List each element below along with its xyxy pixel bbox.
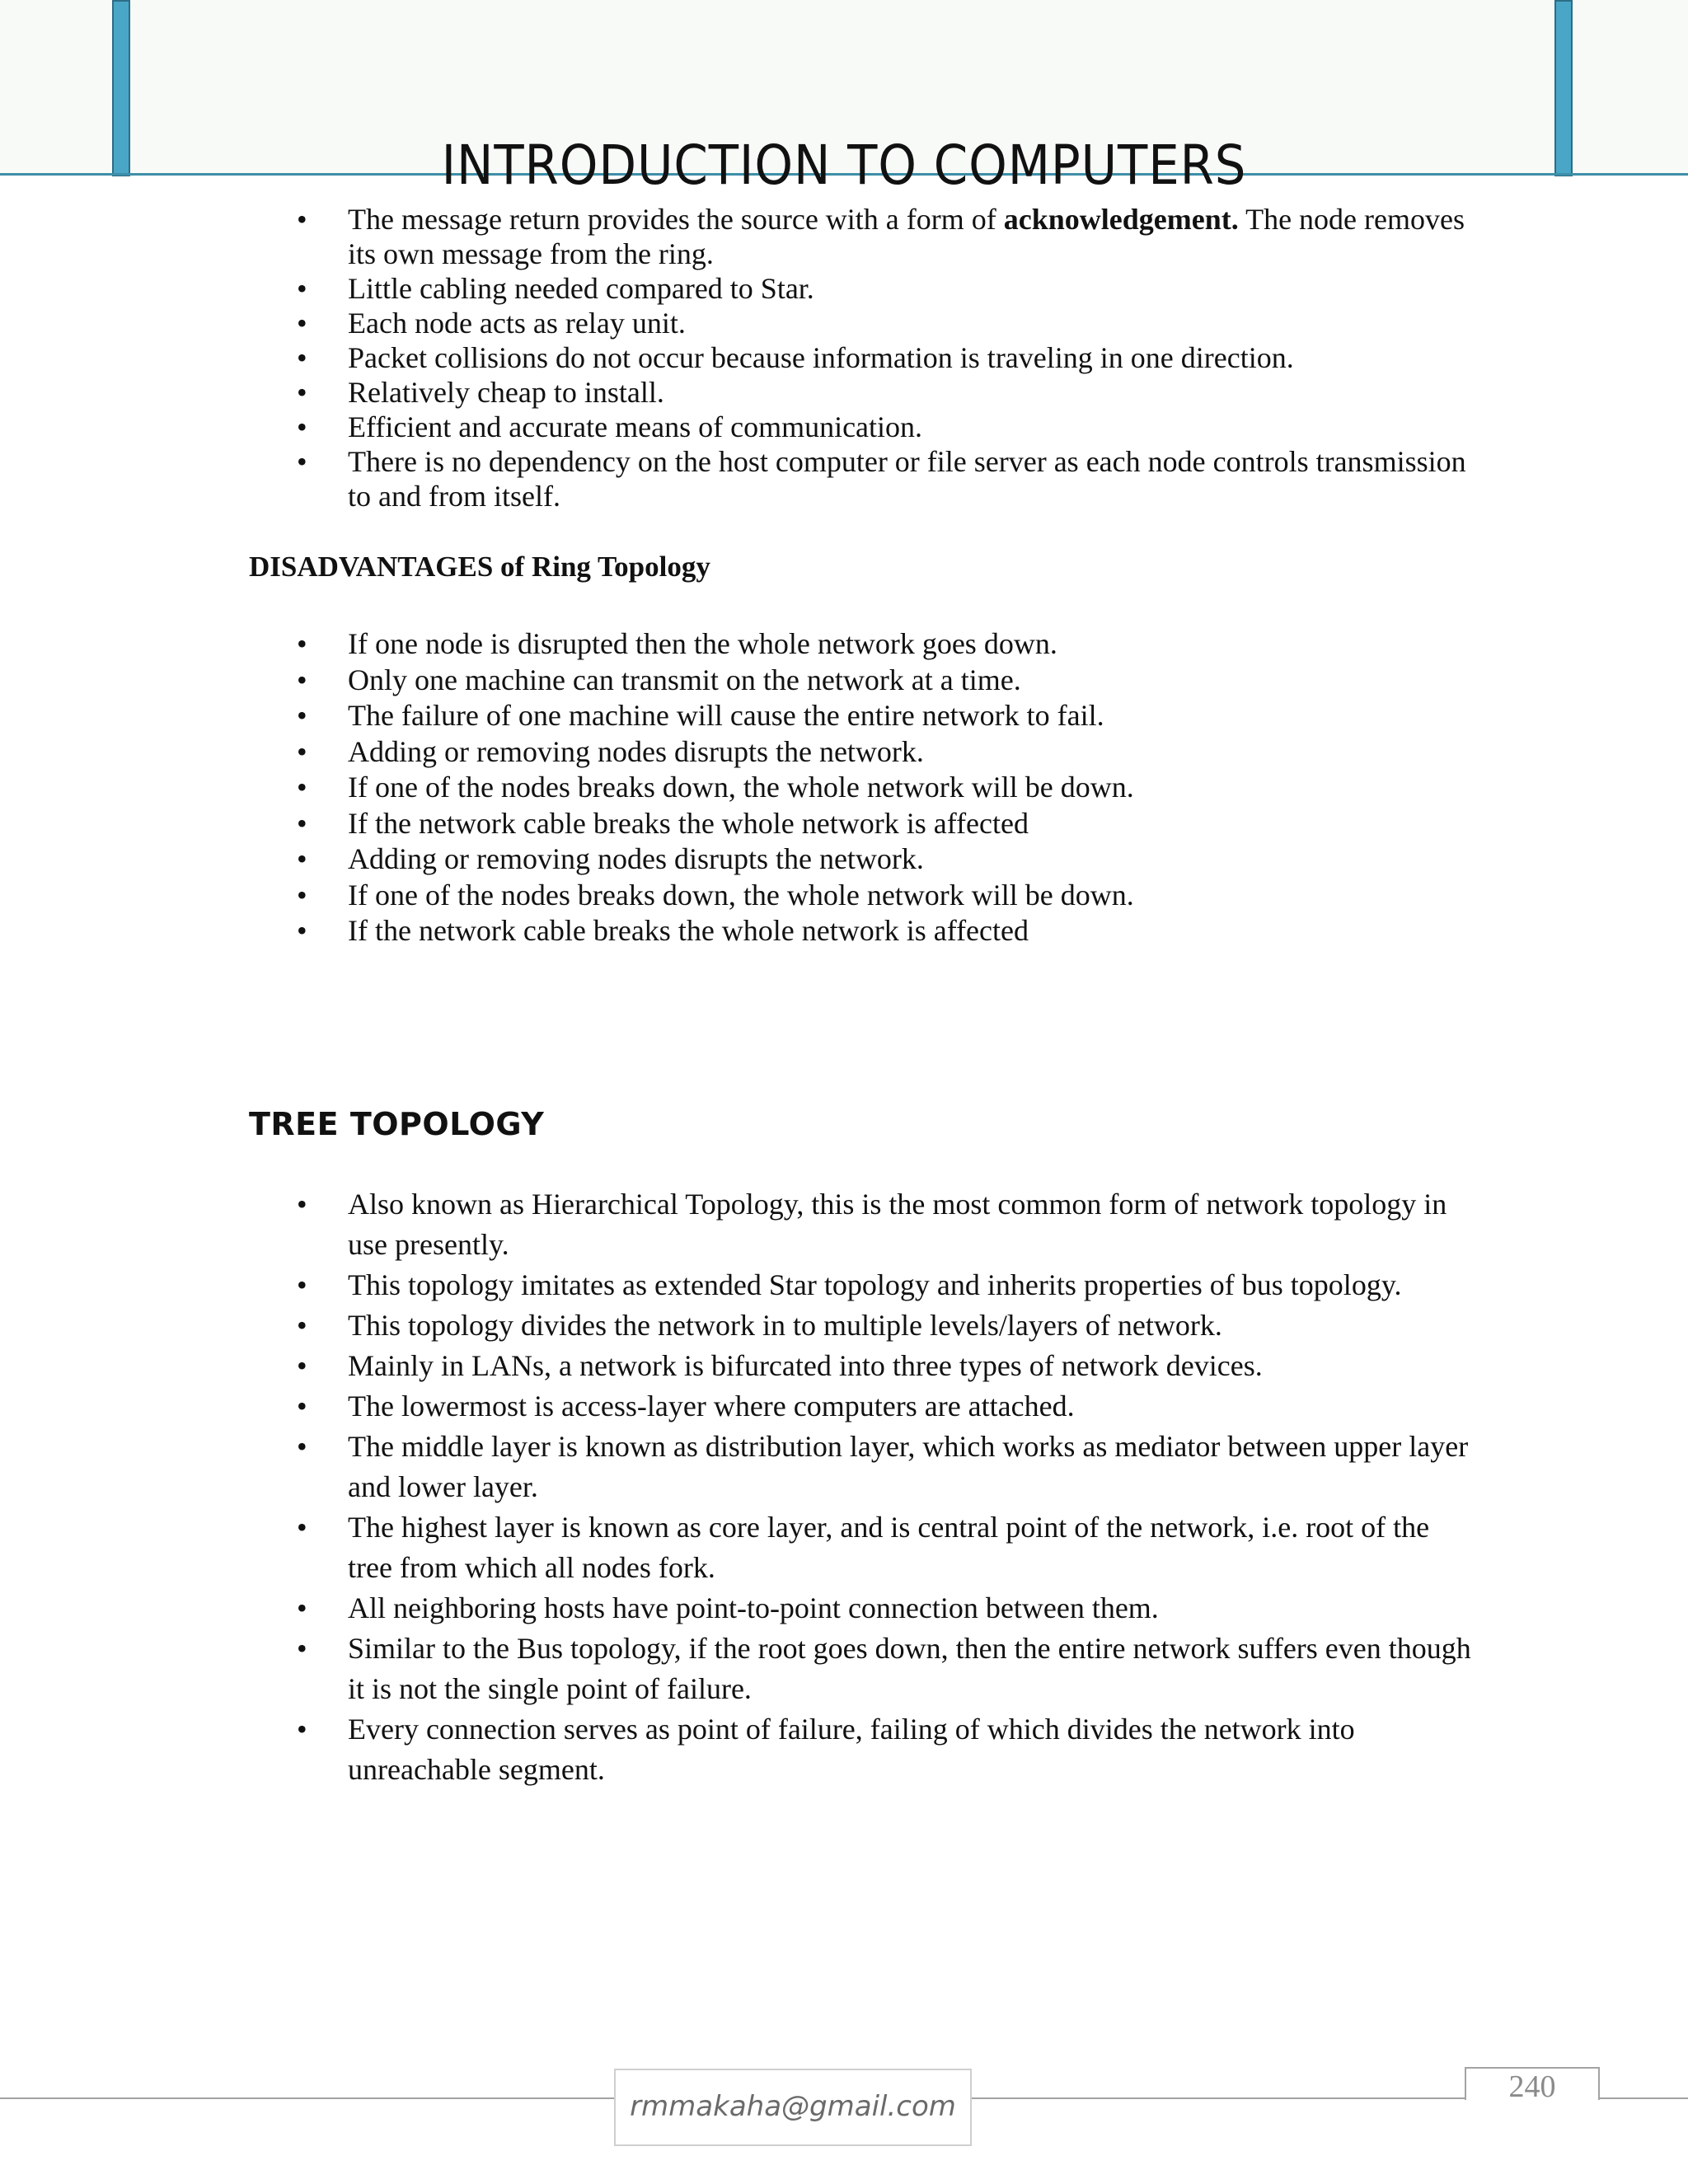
- list-item: [249, 1386, 1477, 1427]
- list-item: [249, 663, 1469, 699]
- footer-rule-right: [1600, 2097, 1688, 2099]
- bullet-icon: •: [297, 410, 307, 443]
- list-item-text: Packet collisions do not occur because information is traveling in one direction.: [348, 341, 1294, 374]
- footer-rule-middle: [972, 2097, 1465, 2099]
- list-item: [249, 770, 1469, 806]
- ring-disadvantages-list: [249, 626, 1469, 949]
- list-item: [249, 1629, 1477, 1709]
- list-item-text: If the network cable breaks the whole network is affected: [348, 914, 1029, 947]
- list-item: [249, 878, 1469, 914]
- bullet-icon: •: [297, 376, 307, 409]
- list-item-text: Also known as Hierarchical Topology, this is the most common form of network topology in use presently.: [348, 1188, 1447, 1261]
- list-item-text: Little cabling needed compared to Star.: [348, 272, 814, 305]
- list-item-text: The failure of one machine will cause the entire network to fail.: [348, 699, 1104, 732]
- bullet-icon: •: [297, 307, 307, 340]
- list-item: [249, 698, 1469, 734]
- page-title: INTRODUCTION TO COMPUTERS: [441, 134, 1247, 198]
- list-item-text: If the network cable breaks the whole network is affected: [348, 806, 1029, 840]
- list-item-text: Every connection serves as point of failure, failing of which divides the network into unreachable segment.: [348, 1713, 1355, 1786]
- list-item-text: The middle layer is known as distribution layer, which works as mediator between upper layer and lower layer.: [348, 1430, 1469, 1503]
- bullet-icon: •: [297, 203, 307, 236]
- list-item-text: This topology imitates as extended Star topology and inherits properties of bus topology.: [348, 1268, 1402, 1301]
- tree-topology-heading: TREE TOPOLOGY: [249, 1106, 545, 1142]
- tree-topology-list: [249, 1184, 1477, 1790]
- list-item-text: If one of the nodes breaks down, the whole network will be down.: [348, 771, 1134, 804]
- bullet-icon: •: [297, 1309, 307, 1342]
- list-item: [249, 410, 1469, 444]
- bullet-icon: •: [297, 663, 307, 696]
- bold-text: acknowledgement.: [1003, 203, 1239, 236]
- list-item: [249, 1507, 1477, 1588]
- list-item-text: Each node acts as relay unit.: [348, 307, 686, 340]
- list-item-text: Adding or removing nodes disrupts the network.: [348, 842, 924, 875]
- list-item: [249, 375, 1469, 410]
- list-item-text: This topology divides the network in to multiple levels/layers of network.: [348, 1309, 1222, 1342]
- bullet-icon: •: [297, 1188, 307, 1221]
- page-number: 240: [1508, 2069, 1556, 2104]
- list-item-text: The highest layer is known as core layer, and is central point of the network, i.e. root of the tree from which all nodes fork.: [348, 1511, 1430, 1584]
- list-item: [249, 306, 1469, 340]
- ring-advantages-list: [249, 202, 1469, 513]
- list-item-text: Similar to the Bus topology, if the root goes down, then the entire network suffers even though it is not the single point of failure.: [348, 1632, 1471, 1705]
- bullet-icon: •: [297, 1591, 307, 1624]
- list-item: [249, 444, 1469, 513]
- bullet-icon: •: [297, 878, 307, 912]
- bullet-icon: •: [297, 627, 307, 660]
- bullet-icon: •: [297, 771, 307, 804]
- bullet-icon: •: [297, 1430, 307, 1463]
- bullet-icon: •: [297, 1268, 307, 1301]
- bullet-icon: •: [297, 1349, 307, 1382]
- list-item: [249, 913, 1469, 949]
- list-item: [249, 1709, 1477, 1790]
- bullet-icon: •: [297, 842, 307, 875]
- footer-email: rmmakaha@gmail.com: [614, 2069, 972, 2146]
- list-item-text: Mainly in LANs, a network is bifurcated into three types of network devices.: [348, 1349, 1263, 1382]
- list-item-text: The node removes its own message from the ring.: [348, 203, 1465, 270]
- list-item: [249, 626, 1469, 663]
- list-item: [249, 1588, 1477, 1629]
- list-item: [249, 1346, 1477, 1386]
- list-item-text: The lowermost is access-layer where computers are attached.: [348, 1390, 1075, 1422]
- bullet-icon: •: [297, 734, 307, 768]
- list-item-text: If one of the nodes breaks down, the whole network will be down.: [348, 878, 1134, 912]
- list-item-text: Adding or removing nodes disrupts the network.: [348, 734, 924, 768]
- list-item-text: There is no dependency on the host computer or file server as each node controls transmission to and from itself.: [348, 445, 1466, 513]
- list-item-text: Only one machine can transmit on the network at a time.: [348, 663, 1021, 696]
- list-item: [249, 1427, 1477, 1507]
- disadvantages-heading: DISADVANTAGES of Ring Topology: [249, 551, 710, 583]
- bullet-icon: •: [297, 914, 307, 947]
- list-item-text: Efficient and accurate means of communication.: [348, 410, 923, 443]
- list-item: [249, 1265, 1477, 1305]
- list-item: [249, 1305, 1477, 1346]
- bullet-icon: •: [297, 341, 307, 374]
- list-item: [249, 340, 1469, 375]
- list-item: [249, 202, 1469, 271]
- list-item: [249, 271, 1469, 306]
- list-item: [249, 1184, 1477, 1265]
- list-item-text: If one node is disrupted then the whole network goes down.: [348, 627, 1057, 660]
- list-item: [249, 841, 1469, 878]
- bullet-icon: •: [297, 1632, 307, 1665]
- bullet-icon: •: [297, 445, 307, 478]
- bullet-icon: •: [297, 699, 307, 732]
- bullet-icon: •: [297, 806, 307, 840]
- list-item-text: All neighboring hosts have point-to-point connection between them.: [348, 1591, 1159, 1624]
- bullet-icon: •: [297, 1713, 307, 1746]
- bullet-icon: •: [297, 1511, 307, 1544]
- footer-rule-left: [0, 2097, 614, 2099]
- list-item-text: The message return provides the source with a form of: [348, 203, 1004, 236]
- list-item: [249, 734, 1469, 771]
- bullet-icon: •: [297, 1390, 307, 1422]
- bullet-icon: •: [297, 272, 307, 305]
- list-item-text: Relatively cheap to install.: [348, 376, 664, 409]
- list-item: [249, 806, 1469, 842]
